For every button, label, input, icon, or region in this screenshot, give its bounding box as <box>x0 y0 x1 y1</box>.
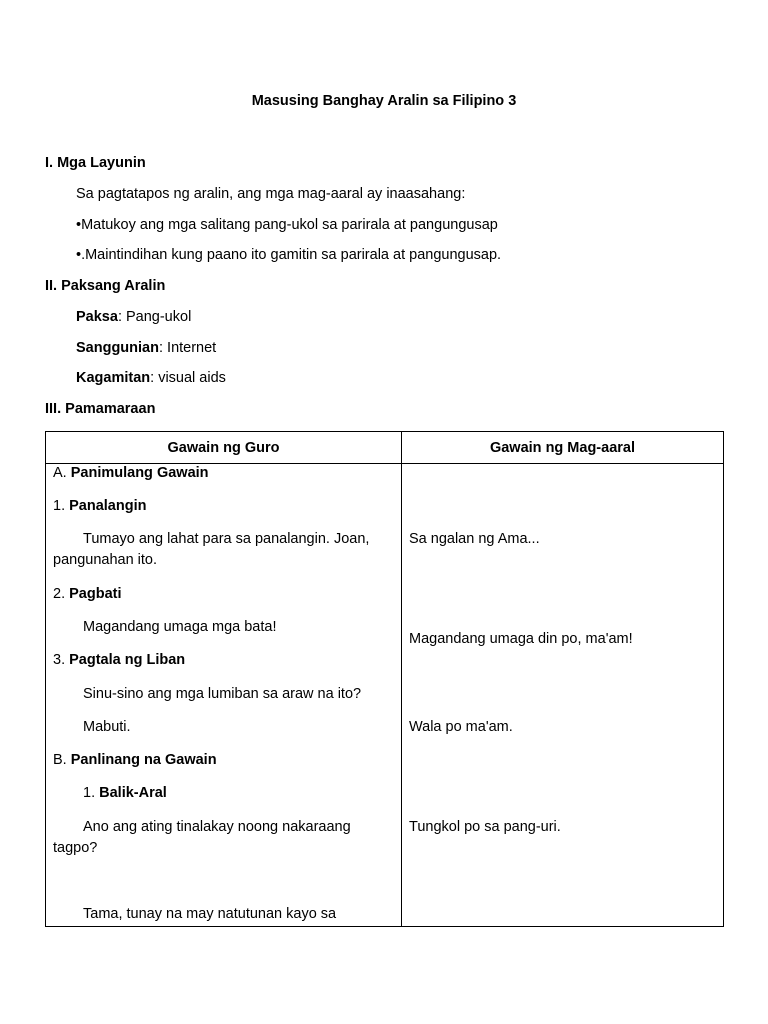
procedure-table <box>45 431 724 927</box>
field-value: : Internet <box>158 340 217 356</box>
teacher-line: Ano ang ating tinalakay noong nakaraang tagpo? <box>53 819 351 856</box>
stage-a-heading: A. Panimulang Gawain <box>53 465 209 481</box>
field-label: Kagamitan <box>76 370 151 386</box>
step-heading-review: 1. Balik-Aral <box>83 785 167 801</box>
student-activity-cell <box>402 464 724 927</box>
student-response: Wala po ma'am. <box>409 719 513 735</box>
teacher-line: Tama, tunay na may natutunan kayo sa <box>83 906 337 922</box>
objective-item: •.Maintindihan kung paano ito gamitin sa parirala at pangungusap. <box>76 247 502 263</box>
field-label: Sanggunian <box>76 340 159 356</box>
section-procedure-heading: III. Pamamaraan <box>45 401 156 417</box>
field-value: : visual aids <box>150 370 226 386</box>
section-objectives-heading: I. Mga Layunin <box>45 155 146 171</box>
step-heading-attendance: 3. Pagtala ng Liban <box>53 652 186 668</box>
field-value: : Pang-ukol <box>117 309 192 325</box>
document-title: Masusing Banghay Aralin sa Filipino 3 <box>251 93 517 109</box>
subject-field-topic <box>76 309 191 325</box>
teacher-line: Tumayo ang lahat para sa panalangin. Joan, pangunahan ito. <box>53 531 370 568</box>
stage-b-heading: B. Panlinang na Gawain <box>53 752 217 768</box>
column-header-teacher: Gawain ng Guro <box>46 432 402 464</box>
teacher-line: Sinu-sino ang mga lumiban sa araw na ito? <box>83 686 362 702</box>
field-label: Paksa <box>76 309 118 325</box>
column-header-student: Gawain ng Mag-aaral <box>402 432 724 464</box>
objective-item: •Matukoy ang mga salitang pang-ukol sa parirala at pangungusap <box>76 217 498 233</box>
student-response: Sa ngalan ng Ama... <box>409 531 540 547</box>
teacher-line: Mabuti. <box>83 719 131 735</box>
subject-field-reference <box>76 340 216 356</box>
section-subject-heading: II. Paksang Aralin <box>45 278 166 294</box>
teacher-activity-cell <box>46 464 402 927</box>
teacher-line: Magandang umaga mga bata! <box>83 619 277 635</box>
student-response: Tungkol po sa pang-uri. <box>409 819 561 835</box>
objectives-intro: Sa pagtatapos ng aralin, ang mga mag-aaral ay inaasahang: <box>76 186 466 202</box>
step-heading-prayer: 1. Panalangin <box>53 498 147 514</box>
subject-field-materials <box>76 370 226 386</box>
step-heading-greeting: 2. Pagbati <box>53 586 122 602</box>
student-response: Magandang umaga din po, ma'am! <box>409 631 633 647</box>
